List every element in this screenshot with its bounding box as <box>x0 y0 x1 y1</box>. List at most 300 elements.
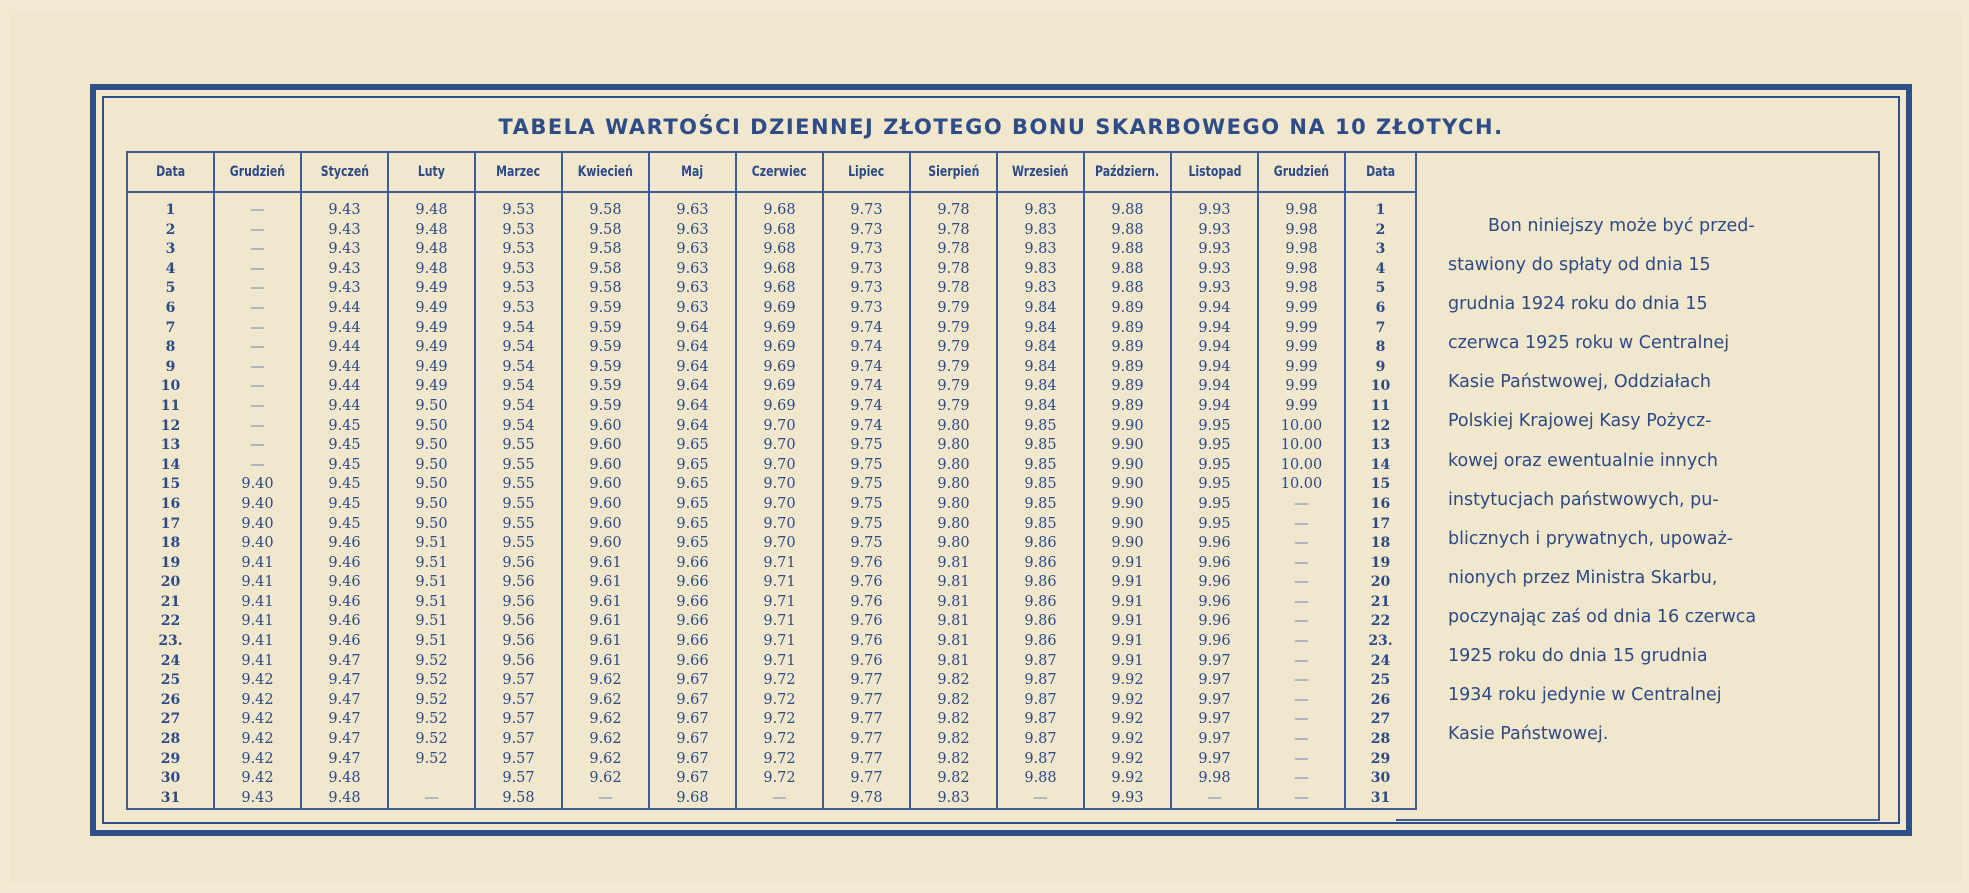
note-line: Kasie Państwowej. <box>1448 724 1609 745</box>
table-row <box>127 221 1416 241</box>
value-cell: 9.81 <box>910 632 997 652</box>
value-cell: 9.96 <box>1171 593 1258 613</box>
header-month <box>823 152 910 192</box>
row-date-right: 6 <box>1345 299 1416 319</box>
value-cell: 9.81 <box>910 593 997 613</box>
value-cell: 9.61 <box>562 573 649 593</box>
value-cell: 9.59 <box>562 397 649 417</box>
value-cell: 9.42 <box>214 671 301 691</box>
value-cell: 9.97 <box>1171 710 1258 730</box>
row-date-right: 18 <box>1345 534 1416 554</box>
row-date-left: 26 <box>127 691 214 711</box>
value-cell: 9.50 <box>388 417 475 437</box>
value-cell: — <box>214 417 301 437</box>
value-cell: 9.72 <box>736 730 823 750</box>
table-row <box>127 691 1416 711</box>
value-cell: 9.40 <box>214 475 301 495</box>
note-line: grudnia 1924 roku do dnia 15 <box>1448 294 1708 315</box>
value-cell: 9.73 <box>823 221 910 241</box>
value-cell: 9.41 <box>214 652 301 672</box>
row-date-right: 2 <box>1345 221 1416 241</box>
value-cell: 9.61 <box>562 593 649 613</box>
value-cell: 9.72 <box>736 710 823 730</box>
redemption-note-box <box>1396 151 1880 821</box>
value-cell: — <box>1171 789 1258 810</box>
header-month-label: Luty <box>417 164 446 180</box>
table-row <box>127 358 1416 378</box>
value-cell: 9.90 <box>1084 436 1171 456</box>
value-cell: 9.67 <box>649 750 736 770</box>
value-cell: 9.52 <box>388 710 475 730</box>
row-date-right: 3 <box>1345 240 1416 260</box>
value-cell: 9.95 <box>1171 515 1258 535</box>
value-cell: 9.88 <box>1084 192 1171 221</box>
value-cell: 9.47 <box>301 750 388 770</box>
value-cell: 9.42 <box>214 750 301 770</box>
value-cell: 9.45 <box>301 417 388 437</box>
value-cell: 9.75 <box>823 436 910 456</box>
value-cell: 9.75 <box>823 456 910 476</box>
value-cell: 9.69 <box>736 338 823 358</box>
value-cell: 9.86 <box>997 612 1084 632</box>
value-cell: 9.50 <box>388 495 475 515</box>
value-cell: — <box>214 456 301 476</box>
value-cell: 9.50 <box>388 475 475 495</box>
value-cell: 9.43 <box>214 789 301 810</box>
value-cell: 9.95 <box>1171 495 1258 515</box>
value-cell: 9.45 <box>301 475 388 495</box>
value-cell: 9.91 <box>1084 573 1171 593</box>
value-cell: 9.94 <box>1171 397 1258 417</box>
value-cell: 9.88 <box>1084 260 1171 280</box>
value-cell: 9.85 <box>997 495 1084 515</box>
value-cell: 9.67 <box>649 769 736 789</box>
header-month-label: Grudzień <box>1273 164 1330 180</box>
value-cell: 9.66 <box>649 573 736 593</box>
value-cell: 9.92 <box>1084 730 1171 750</box>
value-cell: 9.63 <box>649 221 736 241</box>
header-month-label: Kwiecień <box>577 164 634 180</box>
value-cell: 9.73 <box>823 192 910 221</box>
value-cell: 9.73 <box>823 240 910 260</box>
value-cell: 9.54 <box>475 377 562 397</box>
value-cell: 9.85 <box>997 475 1084 495</box>
outer-frame <box>90 84 1912 836</box>
value-cell: 9.76 <box>823 612 910 632</box>
header-month-label: Listopad <box>1188 164 1241 180</box>
value-cell: 9.55 <box>475 534 562 554</box>
header-month <box>649 152 736 192</box>
value-cell: 9.83 <box>997 260 1084 280</box>
value-cell: 9.97 <box>1171 730 1258 750</box>
value-cell: 9.83 <box>997 221 1084 241</box>
table-row <box>127 417 1416 437</box>
value-cell: 9.74 <box>823 397 910 417</box>
value-cell: — <box>214 397 301 417</box>
value-cell: 9.66 <box>649 632 736 652</box>
table-row <box>127 769 1416 789</box>
header-month-label: Wrzesień <box>1012 164 1069 180</box>
value-cell: 9.89 <box>1084 397 1171 417</box>
value-cell: — <box>1258 789 1345 810</box>
value-cell: 9.91 <box>1084 554 1171 574</box>
value-cell: 9.78 <box>823 789 910 810</box>
value-cell: 9.45 <box>301 515 388 535</box>
value-cell: 9.98 <box>1258 260 1345 280</box>
value-cell: 9.44 <box>301 358 388 378</box>
value-cell: 9.52 <box>388 691 475 711</box>
value-cell: 9.54 <box>475 358 562 378</box>
row-date-right: 21 <box>1345 593 1416 613</box>
value-cell: 9.74 <box>823 417 910 437</box>
value-cell: 9.90 <box>1084 515 1171 535</box>
value-cell: — <box>214 299 301 319</box>
table-row <box>127 710 1416 730</box>
header-month <box>997 152 1084 192</box>
value-cell: 9.60 <box>562 417 649 437</box>
value-cell: 9.91 <box>1084 612 1171 632</box>
value-cell: 9.44 <box>301 377 388 397</box>
value-cell: 9.49 <box>388 299 475 319</box>
value-cell: — <box>1258 691 1345 711</box>
value-cell: 9.44 <box>301 319 388 339</box>
value-cell: 9.88 <box>1084 240 1171 260</box>
value-cell: 9.95 <box>1171 456 1258 476</box>
value-cell: 9.46 <box>301 593 388 613</box>
value-cell: 9.81 <box>910 652 997 672</box>
value-cell: 9.78 <box>910 192 997 221</box>
value-cell: 9.95 <box>1171 417 1258 437</box>
value-cell: 9.60 <box>562 475 649 495</box>
value-cell: 9.95 <box>1171 436 1258 456</box>
value-cell: 9.47 <box>301 710 388 730</box>
row-date-right: 24 <box>1345 652 1416 672</box>
row-date-left: 17 <box>127 515 214 535</box>
row-date-right: 15 <box>1345 475 1416 495</box>
row-date-left: 14 <box>127 456 214 476</box>
value-cell: 9.89 <box>1084 358 1171 378</box>
value-cell: 9.66 <box>649 612 736 632</box>
row-date-right: 25 <box>1345 671 1416 691</box>
value-cell: 9.96 <box>1171 534 1258 554</box>
table-row <box>127 750 1416 770</box>
value-cell: 9.71 <box>736 632 823 652</box>
value-cell: 9.62 <box>562 750 649 770</box>
value-cell: 9.61 <box>562 612 649 632</box>
value-cell: 9.82 <box>910 671 997 691</box>
table-row <box>127 436 1416 456</box>
header-month-label: Sierpień <box>927 164 980 180</box>
header-month <box>475 152 562 192</box>
value-cell: 9.85 <box>997 515 1084 535</box>
value-cell: 9.99 <box>1258 397 1345 417</box>
value-cell: 9.68 <box>736 240 823 260</box>
value-cell: 9.74 <box>823 338 910 358</box>
value-cell: 9.51 <box>388 534 475 554</box>
table-row <box>127 299 1416 319</box>
value-cell: 9.58 <box>562 240 649 260</box>
value-cell: 9.79 <box>910 338 997 358</box>
value-cell: 9.77 <box>823 769 910 789</box>
header-month-label: Grudzień <box>229 164 286 180</box>
value-cell: 9.81 <box>910 573 997 593</box>
value-cell: 9.79 <box>910 377 997 397</box>
row-date-right: 8 <box>1345 338 1416 358</box>
value-cell: 9.99 <box>1258 299 1345 319</box>
value-cell: — <box>388 789 475 810</box>
value-cell: 9.64 <box>649 397 736 417</box>
row-date-left: 5 <box>127 279 214 299</box>
value-cell: 9.69 <box>736 319 823 339</box>
value-cell: 9.99 <box>1258 319 1345 339</box>
row-date-right: 4 <box>1345 260 1416 280</box>
value-cell: 9.42 <box>214 691 301 711</box>
value-cell: 9.73 <box>823 279 910 299</box>
table-row <box>127 612 1416 632</box>
value-cell: 9.48 <box>388 221 475 241</box>
value-cell: 9.99 <box>1258 358 1345 378</box>
value-cell: — <box>1258 612 1345 632</box>
row-date-left: 2 <box>127 221 214 241</box>
value-cell: 9.46 <box>301 573 388 593</box>
value-cell <box>388 769 475 789</box>
value-cell: 9.74 <box>823 377 910 397</box>
value-cell: 9.87 <box>997 671 1084 691</box>
value-cell: 9.64 <box>649 338 736 358</box>
table-title: TABELA WARTOŚCI DZIENNEJ ZŁOTEGO BONU SKARBOWEGO NA 10 ZŁOTYCH. <box>498 115 1504 139</box>
header-month-label: Marzec <box>496 164 541 180</box>
value-cell: 9.66 <box>649 593 736 613</box>
value-cell: 9.68 <box>736 279 823 299</box>
value-cell: 9.68 <box>736 260 823 280</box>
value-cell: 9.62 <box>562 730 649 750</box>
header-month-label: Lipiec <box>848 164 885 180</box>
row-date-left: 21 <box>127 593 214 613</box>
value-cell: 9.64 <box>649 319 736 339</box>
value-cell: — <box>214 240 301 260</box>
value-cell: 9.85 <box>997 456 1084 476</box>
value-cell: 9.97 <box>1171 671 1258 691</box>
value-cell: 9.89 <box>1084 377 1171 397</box>
value-cell: 9.65 <box>649 495 736 515</box>
value-cell: 9.50 <box>388 515 475 535</box>
value-cell: 9.91 <box>1084 652 1171 672</box>
value-cell: 9.43 <box>301 221 388 241</box>
row-date-left: 10 <box>127 377 214 397</box>
row-date-left: 11 <box>127 397 214 417</box>
note-line: Kasie Państwowej, Oddziałach <box>1448 372 1712 393</box>
value-cell: 9.60 <box>562 436 649 456</box>
value-cell: 9.65 <box>649 515 736 535</box>
value-cell: 9.88 <box>997 769 1084 789</box>
value-cell: 9.98 <box>1258 279 1345 299</box>
value-cell: 9.63 <box>649 279 736 299</box>
value-cell: 9.56 <box>475 554 562 574</box>
header-date-right-label: Data <box>1365 164 1396 180</box>
value-cell: 9.98 <box>1258 192 1345 221</box>
row-date-left: 7 <box>127 319 214 339</box>
value-cell: 9.83 <box>997 279 1084 299</box>
value-cell: 9.84 <box>997 397 1084 417</box>
value-cell: 9.95 <box>1171 475 1258 495</box>
value-cell: 9.58 <box>562 221 649 241</box>
row-date-right: 22 <box>1345 612 1416 632</box>
value-cell: 9.51 <box>388 593 475 613</box>
value-cell: 9.60 <box>562 534 649 554</box>
value-cell: 9.69 <box>736 299 823 319</box>
row-date-right: 13 <box>1345 436 1416 456</box>
value-cell: 10.00 <box>1258 475 1345 495</box>
row-date-right: 5 <box>1345 279 1416 299</box>
daily-value-table <box>126 151 1417 810</box>
value-cell: 9.55 <box>475 475 562 495</box>
value-cell: 9.47 <box>301 730 388 750</box>
value-cell: — <box>1258 652 1345 672</box>
value-cell: 9.69 <box>736 377 823 397</box>
row-date-right: 17 <box>1345 515 1416 535</box>
value-cell: 9.76 <box>823 593 910 613</box>
value-cell: 9.96 <box>1171 554 1258 574</box>
value-cell: 9.92 <box>1084 671 1171 691</box>
value-cell: 9.62 <box>562 769 649 789</box>
row-date-left: 15 <box>127 475 214 495</box>
value-cell: 9.65 <box>649 475 736 495</box>
value-cell: 9.86 <box>997 573 1084 593</box>
value-cell: 9.56 <box>475 573 562 593</box>
value-cell: — <box>1258 495 1345 515</box>
value-cell: 9.98 <box>1258 240 1345 260</box>
value-cell: 9.49 <box>388 319 475 339</box>
value-cell: 9.79 <box>910 319 997 339</box>
value-cell: 9.63 <box>649 240 736 260</box>
value-cell: 9.84 <box>997 338 1084 358</box>
value-cell: 9.60 <box>562 456 649 476</box>
value-cell: 9.94 <box>1171 358 1258 378</box>
value-cell: 9.79 <box>910 299 997 319</box>
row-date-left: 4 <box>127 260 214 280</box>
value-cell: 9.45 <box>301 456 388 476</box>
value-cell: 9.44 <box>301 338 388 358</box>
row-date-right: 30 <box>1345 769 1416 789</box>
value-cell: 9.76 <box>823 652 910 672</box>
value-cell: 9.43 <box>301 240 388 260</box>
row-date-left: 23. <box>127 632 214 652</box>
value-cell: 9.47 <box>301 652 388 672</box>
value-cell: 9.42 <box>214 769 301 789</box>
row-date-left: 8 <box>127 338 214 358</box>
row-date-left: 9 <box>127 358 214 378</box>
value-cell: 9.68 <box>736 221 823 241</box>
value-cell: — <box>214 319 301 339</box>
value-cell: 9.48 <box>388 192 475 221</box>
value-cell: 9.59 <box>562 299 649 319</box>
row-date-right: 20 <box>1345 573 1416 593</box>
value-cell: 9.84 <box>997 319 1084 339</box>
row-date-left: 24 <box>127 652 214 672</box>
row-date-left: 27 <box>127 710 214 730</box>
table-row <box>127 279 1416 299</box>
value-cell: — <box>1258 593 1345 613</box>
value-cell: 9.80 <box>910 417 997 437</box>
value-cell: 9.70 <box>736 417 823 437</box>
value-cell: 9.80 <box>910 515 997 535</box>
value-cell: 9.67 <box>649 691 736 711</box>
note-line: poczynając zaś od dnia 16 czerwca <box>1448 606 1757 627</box>
value-cell: 9.70 <box>736 495 823 515</box>
value-cell: 9.55 <box>475 456 562 476</box>
row-date-right: 26 <box>1345 691 1416 711</box>
value-cell: 9.87 <box>997 652 1084 672</box>
value-cell: 9.74 <box>823 319 910 339</box>
header-month <box>736 152 823 192</box>
value-cell: 9.75 <box>823 515 910 535</box>
value-cell: 9.63 <box>649 299 736 319</box>
table-row <box>127 632 1416 652</box>
value-cell: 9.80 <box>910 436 997 456</box>
value-cell: 9.94 <box>1171 338 1258 358</box>
value-cell: 9.51 <box>388 612 475 632</box>
table-row <box>127 671 1416 691</box>
value-cell: 9.96 <box>1171 573 1258 593</box>
value-cell: 9.98 <box>1258 221 1345 241</box>
value-cell: 9.77 <box>823 730 910 750</box>
value-cell: 9.48 <box>301 769 388 789</box>
value-cell: 9.90 <box>1084 534 1171 554</box>
value-cell: 9.62 <box>562 710 649 730</box>
value-cell: — <box>214 221 301 241</box>
value-cell: 9.45 <box>301 436 388 456</box>
value-cell: 9.41 <box>214 612 301 632</box>
value-cell: 9.66 <box>649 554 736 574</box>
value-cell: 9.46 <box>301 632 388 652</box>
value-cell: 9.47 <box>301 691 388 711</box>
row-date-left: 1 <box>127 192 214 221</box>
value-cell: 9.94 <box>1171 319 1258 339</box>
value-cell: 9.91 <box>1084 632 1171 652</box>
value-cell: 9.58 <box>562 279 649 299</box>
header-month-label: Październ. <box>1095 164 1160 180</box>
value-cell: 9.57 <box>475 730 562 750</box>
row-date-left: 28 <box>127 730 214 750</box>
value-cell: 9.82 <box>910 691 997 711</box>
value-cell: 9.77 <box>823 710 910 730</box>
table-row <box>127 534 1416 554</box>
value-cell: 9.93 <box>1084 789 1171 810</box>
note-line: Polskiej Krajowej Kasy Pożycz- <box>1448 411 1712 432</box>
value-cell: 9.72 <box>736 769 823 789</box>
table-row <box>127 319 1416 339</box>
value-cell: 9.54 <box>475 397 562 417</box>
value-cell: 9.87 <box>997 750 1084 770</box>
value-cell: 9.56 <box>475 632 562 652</box>
value-cell: 9.66 <box>649 652 736 672</box>
value-cell: 9.49 <box>388 377 475 397</box>
value-cell: 9.58 <box>562 192 649 221</box>
header-month <box>1171 152 1258 192</box>
value-cell: 9.75 <box>823 495 910 515</box>
value-cell: 9.47 <box>301 671 388 691</box>
value-cell: 9.74 <box>823 358 910 378</box>
value-cell: 9.49 <box>388 279 475 299</box>
value-cell: 9.94 <box>1171 377 1258 397</box>
row-date-right: 9 <box>1345 358 1416 378</box>
value-cell: 9.41 <box>214 632 301 652</box>
value-cell: 9.93 <box>1171 240 1258 260</box>
value-cell: 9.59 <box>562 319 649 339</box>
value-cell: 9.71 <box>736 554 823 574</box>
value-cell: 9.72 <box>736 671 823 691</box>
row-date-left: 20 <box>127 573 214 593</box>
